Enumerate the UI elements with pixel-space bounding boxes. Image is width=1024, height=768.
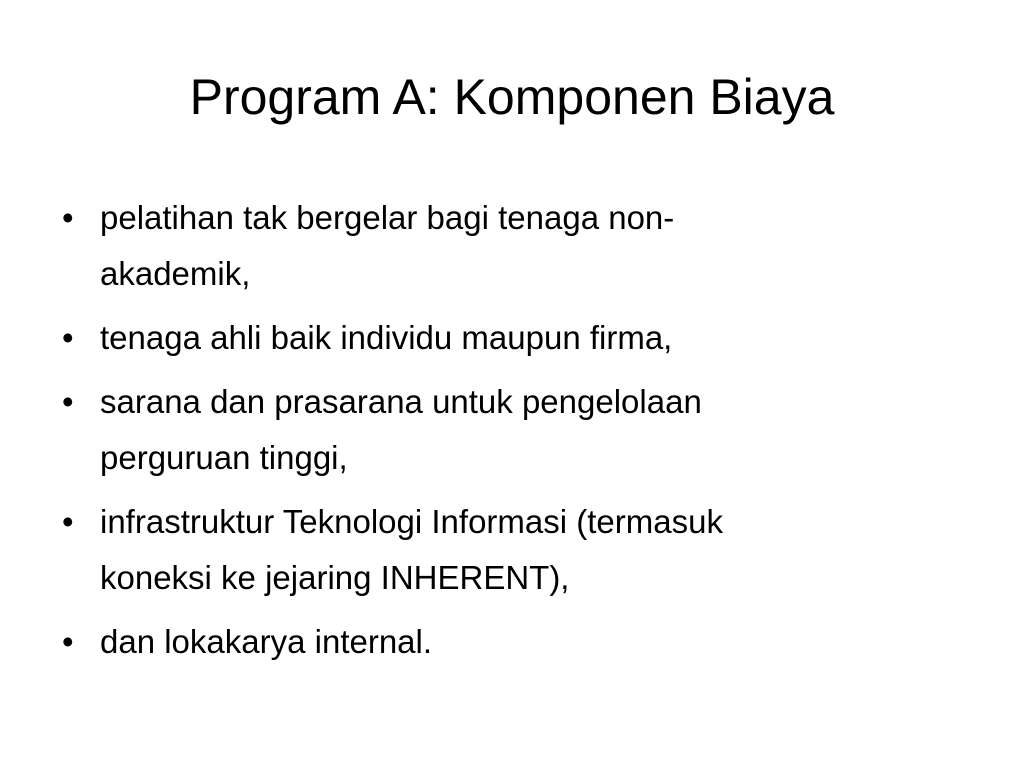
bullet-text-line: dan lokakarya internal. [100, 623, 433, 660]
bullet-item [62, 614, 942, 670]
bullet-item [62, 374, 942, 486]
bullet-icon: • [62, 623, 74, 660]
bullet-list [62, 190, 942, 678]
bullet-text-line: perguruan tinggi, [100, 439, 348, 476]
bullet-item [62, 494, 942, 606]
bullet-text-line: pelatihan tak bergelar bagi tenaga non- [100, 199, 675, 236]
bullet-text-line: tenaga ahli baik individu maupun firma, [100, 319, 673, 356]
bullet-text-line: koneksi ke jejaring INHERENT), [100, 559, 570, 596]
bullet-icon: • [62, 383, 74, 420]
bullet-text-line: sarana dan prasarana untuk pengelolaan [100, 383, 702, 420]
bullet-text-line: infrastruktur Teknologi Informasi (termasuk [100, 503, 723, 540]
bullet-item [62, 310, 942, 366]
bullet-icon: • [62, 319, 74, 356]
bullet-text-line: akademik, [100, 255, 251, 292]
bullet-item [62, 190, 942, 302]
slide-title: Program A: Komponen Biaya [189, 69, 835, 125]
bullet-icon: • [62, 503, 74, 540]
bullet-icon: • [62, 199, 74, 236]
